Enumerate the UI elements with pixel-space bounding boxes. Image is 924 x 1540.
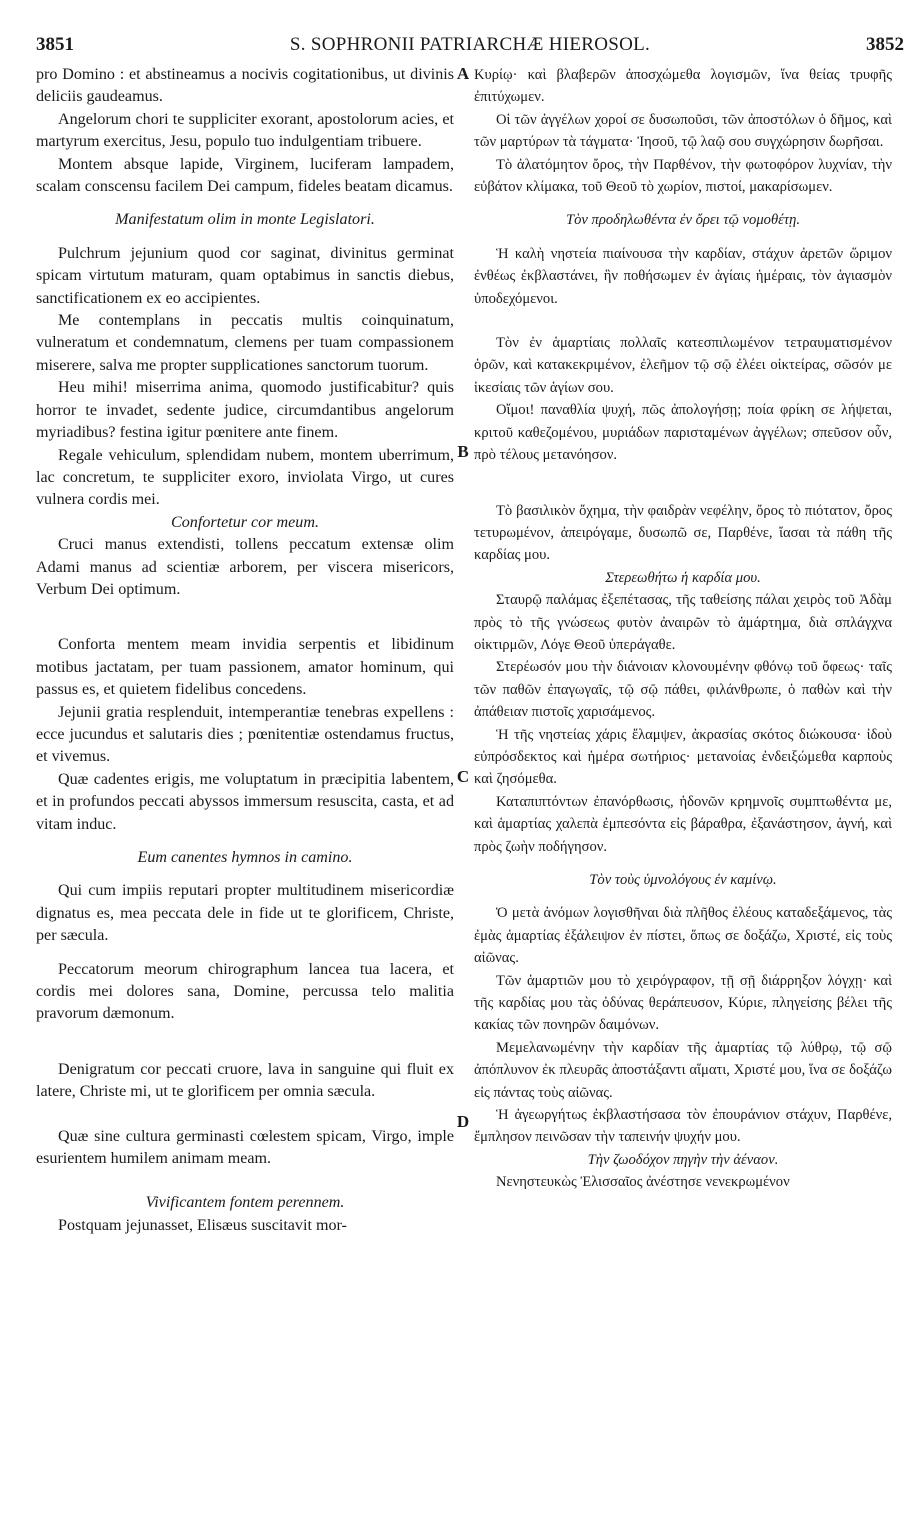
- latin-paragraph: Cruci manus extendisti, tollens peccatum extensæ olim Adami manus ad scientiæ arborem, per viscera misericors, Verbum Dei optimum.: [36, 536, 454, 598]
- greek-hymn-heading: Τὸν προδηλωθέντα ἐν ὄρει τῷ νομοθέτῃ.: [566, 212, 800, 229]
- latin-hymn-heading: Eum canentes hymnos in camino.: [137, 849, 353, 866]
- latin-paragraph: Denigratum cor peccati cruore, lava in sanguine qui fluit ex latere, Christe mi, ut te glorificem per omnia sæcula.: [36, 1060, 454, 1101]
- latin-paragraph: Me contemplans in peccatis multis coinquinatum, vulneratum et condemnatum, clemens per tuam compassionem miserere, salva me propter supplicationes sanctorum tuorum.: [36, 312, 454, 374]
- greek-paragraph: Οἱ τῶν ἀγγέλων χοροί σε δυσωποῦσι, τῶν ἀποστόλων ὁ δῆμος, καὶ τῶν μαρτύρων τὰ τάγματα· Ἰησοῦ, τῷ λαῷ σου συγχώρησιν δωρῆσαι.: [474, 111, 892, 151]
- greek-paragraph: Νενηστευκὼς Ἐλισσαῖος ἀνέστησε νενεκρωμένον: [496, 1174, 790, 1191]
- page-number-left: 3851: [36, 34, 74, 55]
- latin-hymn-heading: Manifestatum olim in monte Legislatori.: [115, 211, 375, 229]
- greek-paragraph: Ἡ τῆς νηστείας χάρις ἔλαμψεν, ἀκρασίας σκότος διώκουσα· ἰδοὺ εὐπρόσδεκτος καὶ ἡμέρα σωτήριος· μετανοίας ἐνδειξώμεθα καρποὺς καὶ ζησόμεθα.: [474, 726, 892, 788]
- greek-paragraph: Μεμελανωμένην τὴν καρδίαν τῆς ἁμαρτίας τῷ λύθρῳ, τῷ σῷ ἀπόπλυνον ἐκ πλευρᾶς ἀποστάξαντι αἵματι, Χριστέ μου, ἵνα σε δοξάζω εἰς πάντας τοὺς αἰῶνας.: [474, 1039, 892, 1101]
- latin-paragraph: Montem absque lapide, Virginem, luciferam lampadem, scalam conscensu facilem Dei campum, fideles beatam dicamus.: [36, 155, 454, 196]
- margin-letter-b: B: [457, 442, 469, 461]
- margin-letter-a: A: [456, 64, 470, 83]
- greek-paragraph: Ὁ μετὰ ἀνόμων λογισθῆναι διὰ πλῆθος ἐλέους καταδεξάμενος, τὰς ἐμὰς ἁμαρτίας ἐξάλειψον ἐν πίστει, ὅπως σε δοξάζω, Χριστέ, εἰς τοὺς αἰῶνας.: [474, 905, 892, 967]
- greek-paragraph: Καταπιπτόντων ἐπανόρθωσις, ἡδονῶν κρημνοῖς συμπτωθέντα με, καὶ ἁμαρτίας χαλεπὰ ἐμπεσόντα εἰς βάραθρα, ἐξανάστησον, ἁγνή, καὶ πρὸς ζωὴν ποδήγησον.: [474, 793, 892, 855]
- greek-paragraph: Τὸ βασιλικὸν ὄχημα, τὴν φαιδρὰν νεφέλην, ὄρος τὸ πιότατον, ὄρος τετυρωμένον, ἀπειρόγαμε, δυσωπῶ σε, Παρθένε, ἴασαι τὰ πάθη τῆς καρδίας μου.: [474, 502, 892, 564]
- latin-paragraph: pro Domino : et abstineamus a nocivis cogitationibus, ut divinis deliciis gaudeamus.: [36, 66, 454, 106]
- greek-paragraph: Τὸ ἀλατόμητον ὄρος, τὴν Παρθένον, τὴν φωτοφόρον λυχνίαν, τὴν εὐβάτον κλίμακα, τοῦ Θεοῦ τὸ χωρίον, πιστοί, μακαρίσωμεν.: [474, 156, 892, 196]
- latin-paragraph: Postquam jejunasset, Elisæus suscitavit mor-: [58, 1216, 347, 1234]
- greek-hymn-heading: Τὴν ζωοδόχον πηγὴν τὴν ἀέναον.: [587, 1151, 779, 1168]
- greek-paragraph: Τῶν ἁμαρτιῶν μου τὸ χειρόγραφον, τῇ σῇ διάρρηξον λόγχῃ· καὶ τῆς καρδίας μου τὰς ὀδύνας θεράπευσον, Κύριε, πληγείσης βέλει τῆς κακίας τῶν πονηρῶν δαιμόνων.: [474, 972, 892, 1034]
- latin-paragraph: Angelorum chori te suppliciter exorant, apostolorum acies, et martyrum exercitus, Jesu, populo tuo indulgentiam tribuere.: [36, 110, 454, 151]
- latin-hymn-heading: Vivificantem fontem perennem.: [145, 1194, 345, 1212]
- greek-paragraph: Οἴμοι! παναθλία ψυχή, πῶς ἀπολογήσῃ; ποία φρίκη σε λήψεται, κριτοῦ καθεζομένου, μυριάδων παρισταμένων ἀγγέλων; σπεῦσον οὖν, πρὸ τέλους μετανόησον.: [474, 402, 892, 464]
- latin-paragraph: Quæ cadentes erigis, me voluptatum in præcipitia labentem, et in profundos peccati abyssos immersum resuscita, casta, et ad vitam induc.: [36, 770, 454, 833]
- greek-paragraph: Στερέωσόν μου τὴν διάνοιαν κλονουμένην φθόνῳ τοῦ ὄφεως· ταῖς τῶν παθῶν ἐπαγωγαῖς, τῷ σῷ πάθει, φιλάνθρωπε, ὁ παθὼν καὶ τὴν ἀπάθειαν πιστοῖς χαρισάμενος.: [474, 659, 892, 721]
- greek-paragraph: Σταυρῷ παλάμας ἐξεπέτασας, τῆς ταθείσης πάλαι χειρὸς τοῦ Ἀδὰμ πρὸς τὸ τῆς γνώσεως φυτὸν ἀναιρῶν τὸ ἁμάρτημα, διὰ σπλάγχνα οἰκτιρμῶν, Λόγε Θεοῦ ὑπεράγαθε.: [474, 592, 892, 653]
- greek-paragraph: Κυρίῳ· καὶ βλαβερῶν ἀποσχώμεθα λογισμῶν, ἵνα θείας τρυφῆς ἐπιτύχωμεν.: [474, 67, 892, 106]
- margin-letter-d: D: [456, 1112, 470, 1131]
- latin-paragraph: Qui cum impiis reputari propter multitudinem misericordiæ dignatus es, mea peccata dele in fide ut te glorificem, Christe, per sæcula.: [36, 882, 454, 945]
- latin-paragraph: Jejunii gratia resplenduit, intemperantiæ tenebras expellens : ecce jucundus et salutaris dies ; pœnitentiæ ostendamus fructus, et vivemus.: [36, 703, 454, 766]
- greek-hymn-heading: Στερεωθήτω ἡ καρδία μου.: [605, 569, 761, 586]
- margin-letter-c: C: [456, 767, 470, 786]
- greek-paragraph: Ἡ ἀγεωργήτως ἐκβλαστήσασα τὸν ἐπουράνιον στάχυν, Παρθένε, ἔμπλησον πεινῶσαν τὴν ταπεινήν ψυχήν μου.: [474, 1107, 892, 1146]
- latin-paragraph: Heu mihi! miserrima anima, quomodo justificabitur? quis horror te invadet, sedente judice, circumdantibus angelorum myriadibus? festina igitur pœnitere ante finem.: [36, 379, 454, 442]
- page-number-right: 3852: [866, 34, 904, 55]
- latin-paragraph: Conforta mentem meam invidia serpentis et libidinum motibus jactatam, per tuam passionem, amator hominum, qui passus es, et quietem fidelibus concedens.: [36, 636, 454, 699]
- greek-paragraph: Ἡ καλὴ νηστεία πιαίνουσα τὴν καρδίαν, στάχυν ἀρετῶν ὥριμον ἐνθέως ἐκβλαστάνει, ἣν ποθήσωμεν ἐν ἁγίαις ἡμέραις, τὸν ἁγιασμὸν ὑποδεχόμενοι.: [474, 245, 892, 307]
- greek-paragraph: Τὸν ἐν ἁμαρτίαις πολλαῖς κατεσπιλωμένον τετραυματισμένον ὁρῶν, καὶ κατακεκριμένον, ἐλεῆμον τῷ σῷ ἐλέει οἰκτείρας, σῶσόν με ἱκεσίαις τῶν ἁγίων σου.: [474, 335, 892, 396]
- greek-hymn-heading: Τὸν τοὺς ὑμνολόγους ἐν καμίνῳ.: [589, 872, 777, 888]
- latin-paragraph: Peccatorum meorum chirographum lancea tua lacera, et cordis mei dolores sana, Domine, percussa telo malitia pravorum dæmonum.: [36, 960, 454, 1023]
- latin-hymn-heading: Confortetur cor meum.: [171, 513, 319, 531]
- latin-paragraph: Regale vehiculum, splendidam nubem, montem uberrimum, lac concretum, te suppliciter exoro, inviolata Virgo, ut cures vulnera cordis mei.: [36, 446, 454, 509]
- greek-column: [474, 64, 892, 1194]
- latin-paragraph: Pulchrum jejunium quod cor saginat, divinitus germinat spicam virtutum maturam, quam optabimus in sanctis diebus, sanctificationem ex eo accipientes.: [36, 244, 454, 307]
- latin-paragraph: Quæ sine cultura germinasti cœlestem spicam, Virgo, imple esurientem humilem animam meam.: [36, 1127, 454, 1168]
- running-title: S. SOPHRONII PATRIARCHÆ HIEROSOL.: [289, 34, 651, 55]
- latin-column: [36, 64, 454, 1237]
- page-header: [36, 34, 904, 58]
